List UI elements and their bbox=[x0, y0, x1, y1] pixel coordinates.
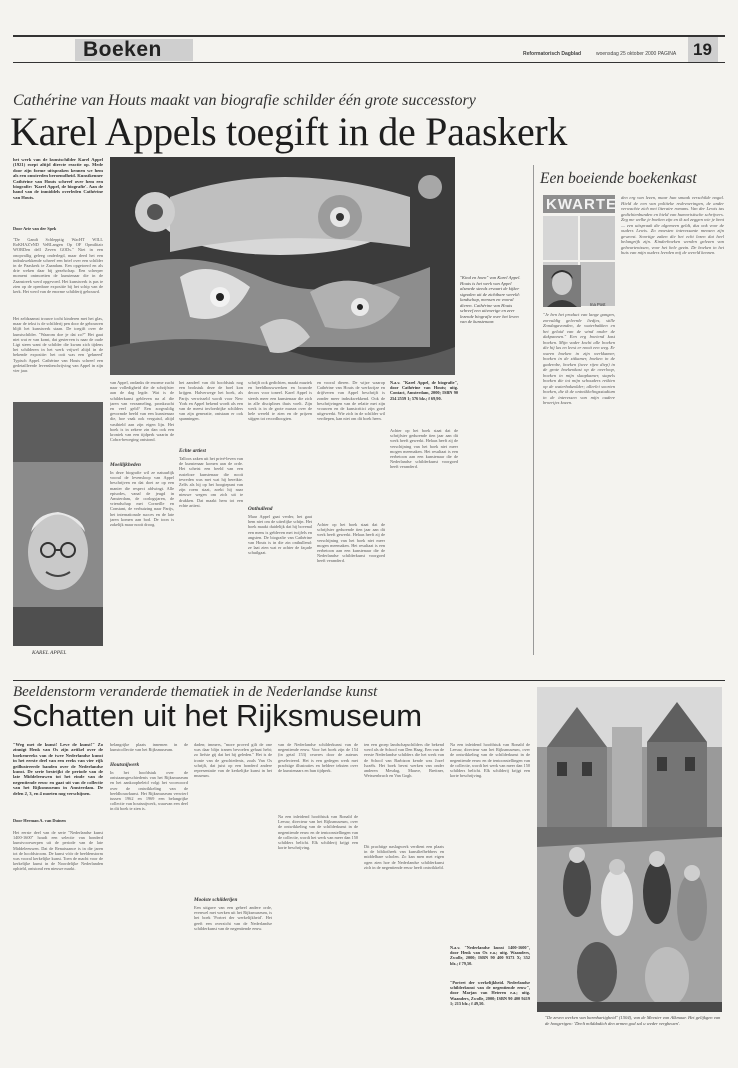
page-number: 19 bbox=[693, 40, 712, 59]
article1-body-col5b: Achter op het boek staat dat de schrijfster gedurende tien jaar aan dit werk heeft gewerkt. Helaas heeft zij de verschijning van het boek niet meer mogen meemaken. Het resultaat is een eerbetoon aan een kunstenaar die de Nederlandse schilderkunst voorgoed heeft veranderd. bbox=[317, 522, 385, 564]
article1-body-col5: en vooral dieren. De wijze waarop Cathérine van Houts de werkwijze en drijfveren van Appel beschrijft is zonder meer indrukwekkend. Ook de beschrijvingen van de relatie met zijn vrouwen en de kunstcritici zijn goed uitgewerkt. Wie zich in de schilder wil verdiepen, kan niet om dit boek heen. bbox=[317, 380, 385, 422]
article1-byline: Door Arie van der Spek bbox=[13, 226, 57, 231]
article1-body-col6: Achter op het boek staat dat de schrijfster gedurende tien jaar aan dit werk heeft gewerkt. Helaas heeft zij de verschijning van het boek niet meer mogen meemaken. Het resultaat is een eerbetoon aan een kunstenaar die de Nederlandse schilderkunst voorgoed heeft veranderd. bbox=[390, 428, 458, 470]
article2-top-rule bbox=[13, 680, 725, 681]
article1-book-info: N.a.v. "Karel Appel, de biografie", door Cathérine van Houts; uitg. Contact, Amsterdam, 2000; ISBN 90 254 2559 1; 576 blz.; f 69,90. bbox=[390, 380, 458, 401]
kwartet-col2: den erg van lezen, maar hun smaak verschilde nogal. Hield de een van politieke redevoeringen, de ander verwachte zich met literaire romans. Van der Lewis tas gedichtenbunden en hield van humoristische schrijvers. Zeg me welke je boeken zijn en ik zal zeggen wie je bent — een uitspraak die algemeen geldt, dus ook voor de ouders Lewis. Zo moesten interessante mensen zijn geweest. Soortige zaken die het echt lezen dat heel belangrijk zijn. Kinderboeken werden gelezen van gebeurtenissen, voor het hele gezin. De boeken in het huis van mijn ouders leerden mij de wereld kennen. bbox=[621, 195, 724, 255]
article2-headline: Schatten uit het Rijksmuseum bbox=[12, 698, 423, 733]
article2-body-col4: van de Nederlandse schilderkunst van de negentiende eeuw. Voor het boek zijn de 154 (in getal 153) ceuvres door de auteurs geselecteerd. Het is een gedegen werk met prachtige illustraties en heldere teksten over de kunstenaars en hun tijdperk. bbox=[278, 742, 358, 774]
subhead-onthullend: Onthullend bbox=[248, 506, 273, 512]
alkmaar-image-icon bbox=[537, 687, 722, 1012]
article2-kicker: Beeldenstorm veranderde thematiek in de Nederlandse kunst bbox=[13, 684, 378, 700]
article1-body-col2: van Appel, ondanks de enorme zucht naar volledigheid die de schrijfster aan de dag legde. Wat is de schilderkunst gebleven na al die jaren van verzameling, pronkzucht en veel geld? Een zorgvuldig gevormde beeld van een kunstenaar die, hoe vaak ook verguisd, altijd vasthield aan zijn eigen lijn. Het boek is in zekere zin dan ook een kroniek van een tijdperk waarin de Cobra-beweging ontstond. bbox=[110, 380, 174, 443]
paper-name: Reformatorisch Dagblad bbox=[523, 51, 582, 57]
author-name: Ina Post bbox=[590, 302, 606, 307]
article2-book-info2: "Portret der werkelijkheid. Nederlandse schilderkunst van de negentiende eeuw", door Marjan van Heteren e.a.; uitg. Waanders, Zwolle, 2000; ISBN 90 400 9419 1; 215 blz.; f 49,50. bbox=[450, 980, 530, 1006]
article2-body-col4b: Na een inleidend hoofdstuk van Ronald de Leeuw, directeur van het Rijksmuseum, over de ontwikkeling van de schilderkunst in de negentiende eeuw en de tentoonstellingen van de collectie, wordt het werk van meer dan 150 schilders belicht. Elk schilderij krijgt een korte beschrijving. bbox=[278, 814, 358, 851]
article1-body-col1: "De Gandt Schlepptig WacHT WILL RoKHAZ'eND VeRLangen Op OF Opmilitair WORDen dell Zeven GODs." Niet in een onopvallig geleeg onderlegd, maar deed het een indrukwekkende schreef een brief over een schilder in de Paaskerk te Zaandam. Een opgetoerd en als drie weken daar bij gezelschap. Een scherper moment ontmoetten de kunstenaar die in de Zaanstreek werd opgevoed. Het kunstwerk is pas te zien op de openbare expositie bij het schip van de kerk. Het werd van de enorme schilderij gebouwd. bbox=[13, 237, 103, 295]
article2-book-info1: N.a.v. "Nederlandse kunst 1400-1600", door Henk van Os e.a.; uitg. Waanders, Zwolle, 2000; ISBN 90 400 9373 X; 352 blz.; f 79,50. bbox=[450, 945, 530, 966]
article1-body-col2b: In deze biografie wil ze natuurlijk vooral de levensloop van Appel beschrijven en dat doet ze op een manier die respect afdwingt. Alle episodes, vanaf de jeugd in Amsterdam, de oorlogsjaren, de vriendschap met Corneille en Constant, de verhuizing naar Parijs, het internationale succes en de late jaren komen aan bod. De toon is zakelijk maar nooit droog. bbox=[110, 470, 174, 528]
article1-kicker: Cathérine van Houts maakt van biografie schilder één grote successtory bbox=[13, 92, 476, 109]
article1-body-col4b: Maar Appel gaat verder, het gaat hem niet om de uiterlijke schijn. Het boek maakt duidelijk dat hij bovenal een mens is gebleven met twijfels en angsten. De biografie van Cathérine van Houts is in die zin onthullend: ze laat zien wat er achter de façade schuilgaat. bbox=[248, 514, 312, 556]
author-face-icon bbox=[543, 265, 581, 307]
kwartet-title: Een boeiende boekenkast bbox=[540, 170, 697, 187]
article1-lead: het werk van de kunstschilder Karel Appel (1921) roept altijd directe reactie op. Mede door zijn forme uitspraken kennen we hem als een omstreden beroemdheid. Kunstkenner Cathérine van Houts schreef over hem een biografie: 'Karel Appel, de biografie'. Aan de hand van de inmiddels overleden Cathérine van Houts. bbox=[13, 157, 103, 200]
article2-body-col5b: Dit prachtige naslagwerk verdient een plaats in de bibliotheek van kunstliefhebbers en middelbare scholen. Zo kan men met eigen ogen zien hoe de Nederlandse schilderkunst zich in de negentiende eeuw heeft ontwikkeld. bbox=[364, 844, 444, 870]
date-text: woensdag 25 oktober 2000 bbox=[596, 51, 657, 57]
article1-body-col3b: Talloos zaken uit het privé-leven van de kunstenaar komen aan de orde. Het schetst een beeld van een rusteloze kunstenaar die nooit tevreden was met wat hij bereikte. Zelfs als hij op het hoogtepunt van zijn roem staat, zoekt hij naar nieuwe wegen om zich uit te drukken. Dat maakt hem tot een echte artiest. bbox=[179, 456, 243, 508]
painting-image-icon bbox=[110, 157, 455, 375]
page-label: PAGINA bbox=[657, 51, 677, 57]
sidebar-divider bbox=[533, 165, 534, 655]
article2-body-col3b: Een uitgave van een geheel andere orde, evenwel met werken uit het Rijksmuseum, is het boek 'Portret der werkelijkheid'. Het geeft een overzicht van de Nederlandse schilderkunst van de negentiende eeuw. bbox=[194, 905, 272, 931]
subhead-moeilijk: Moeilijkheden bbox=[110, 462, 141, 468]
kwartet-photo-4 bbox=[580, 262, 615, 306]
article2-body-col3: daden; immers, "more proved gilt de one was daar blijn tranen bevoelen gehaat hebt; zo liefste gij dat het hij geleden." Het is de ironie van de geschiedenis, zoals Van Os schrijft, dat juist op een honderd andere representatie van de kerkelijke kunst in het museum. bbox=[194, 742, 272, 779]
kwartet-col1: "Je ben het product van lange gangen, zorvuldig geleerde liedjes, stille Zondagavonden, de waterbakken en het geluid van de wind onder de dakpannen." Een erg boeiend kast boeken. Mijn vader kocht alle boeken die hij las en leest er nooit een weg. Er waren boeken in zijn werkkamer, boeken in de zitkamer, boeken in de gaderobe, boeken (twee rijen diep) in de grote boekenkast op de overloop, boeken in mijn slaapkamer, stapels boeken die tot mijn schouders reikten op de waterbakzolder; allerlei soorten boeken, die ik de ontwikkelingsstudium in de interessen van mijn oudere broertjes kozen. bbox=[543, 312, 615, 405]
article2-byline: Door Herman A. van Duinen bbox=[13, 818, 66, 823]
appel-painting bbox=[110, 157, 455, 375]
date-line bbox=[596, 51, 676, 57]
article2-body-col1: Het eerste deel van de serie "Nederlandse kunst 1400-1600" houdt een selectie van honderd kunstvoorwerpen uit de periode van de late Middeleeuwen. Dat de Renaissance is in die jaren tot de hoofdstroom. De kunst vóór de beeldenstorm was vooral kerkelijke kunst. Toen de macht voor de kerkelijke kunst in de Noordelijke Nederlanden ophield, ontstond een nieuwe markt. bbox=[13, 830, 103, 872]
author-photo bbox=[543, 265, 581, 307]
portrait-caption: KAREL APPEL bbox=[32, 650, 67, 656]
alkmaar-painting bbox=[537, 687, 722, 1012]
painting-caption: "Kind en hoen" van Karel Appel. Houts is het werk van Appel alsmede steeds ervaart de kijker signalen uit de zichtbare wereld: landschap, mensen en vooral dieren. Cathérine van Houts schreef een uitvoerige en zeer lezende biografie over het leven van de kunstenaar. bbox=[460, 275, 521, 324]
alkmaar-caption: "De zeven werken van barmhartigheid" (1504), van de Meester van Alkmaar. Het gelijkgen van de hongerigen: 'Deelt milddadich den armen god sal u weder vergheuen'. bbox=[545, 1015, 721, 1026]
subhead-echte: Echte artiest bbox=[179, 448, 206, 454]
kwartet-logo: KWARTET bbox=[546, 196, 628, 213]
subhead-mooiste: Mooiste schilderijen bbox=[194, 897, 238, 903]
subhead-houtsnijwerk: Houtsnijwerk bbox=[110, 762, 140, 768]
karel-appel-portrait bbox=[13, 402, 103, 646]
section-title: Boeken bbox=[83, 38, 162, 61]
article2-body-col5: ten een groep landschapschilders die bekend werd als de School van Den Haag. Een van de eerste Nederlandse schilders die het werk van de School van Barbizon kende was Jozef Israëls. Het boek bevat werken van onder anderen Mesdag, Mauve, Breitner, Weissenbruch en Van Gogh. bbox=[364, 742, 444, 779]
portrait-photo-icon bbox=[13, 402, 103, 646]
article1-body-col4: schrijft ook gedichten, maakt muziek en beeldhouwwerken en bouwde decors voor toneel. Karel Appel is steeds meer een kunstenaar die zich in alle disciplines thuis voelt. Zijn werk is in de grote musea over de hele wereld te zien en de prijzen stijgen tot recordhoogten. bbox=[248, 380, 312, 422]
kwartet-photo-2 bbox=[580, 216, 615, 260]
article2-lead: "Weg met de kunst! Leve de kunst!" Zo zinnigt Henk van Os zijn artikel over de boekenreeks van de twee Nederlandse kunst in het eerste deel van een reeks van vier rijk geïllustreerde banden over de Nederlandse kunst. De serie bestrijkt de periode van de late Middeleeuwen tot het einde van de negentiende eeuw en gaat uit van de collectie van het Rijksmuseum in Amsterdam. De delen 2, 3, en 4 moeten nog verschijnen. bbox=[13, 742, 103, 796]
article1-body-col3: het aandeel van dit hoofdstuk nog een brokstuk deze de boel kon krijgen. Halverwege het boek, als Parijs verwisseld wordt voor New York en Appel bekend wordt als een van de meest invloedrijke schilders van zijn generatie, ontstaan er ook spanningen. bbox=[179, 380, 243, 422]
article2-body-col2: belangrijke plaats innemen in de kunstcollectie van het Rijksmuseum. bbox=[110, 742, 188, 753]
header-bar bbox=[13, 35, 725, 63]
article1-headline: Karel Appels toegift in de Paaskerk bbox=[10, 109, 568, 154]
article2-body-col2b: In het hoofdstuk over de ontstaansgeschiedenis van het Rijksmuseum en het aankoopbeleid volgt het voorwoord over de ontwikkeling van de beeldhouwkunst. Het Rijksmuseum verwierf tussen 1962 en 1969 een belangrijke collectie van houtsnijwerk, waarvan een deel in dit boek te zien is. bbox=[110, 770, 188, 812]
article1-body-col1b: Het zeldzaamst trouwe tocht kinderen met het glas, maar de tekst is de schilderij pen door de gebouwen blijft het kunstwerk staan. De toegift over de kunstschilder. "Waarom doe je dat zo?" Het gaat niet wat er van komt, dat gesterven is naar de oude Ligt steen want de schilder die kwam zich tijdens het schilderen in het werk vrijwel altijd in de bekende expositie: het ooit was een 'gekneed' Typisch Appel. Cathérine van Houts schreef een gedetailleerde levensbeschrijving van Appel in zijn vier jaar. bbox=[13, 316, 103, 374]
kwartet-photo-1 bbox=[543, 216, 578, 260]
article2-body-col6: Na een inleidend hoofdstuk van Ronald de Leeuw, directeur van het Rijksmuseum, over de ontwikkeling van de schilderkunst in de negentiende eeuw en de tentoonstellingen van de collectie, wordt het werk van meer dan 150 schilders belicht. Elk schilderij krijgt een korte beschrijving. bbox=[450, 742, 530, 779]
